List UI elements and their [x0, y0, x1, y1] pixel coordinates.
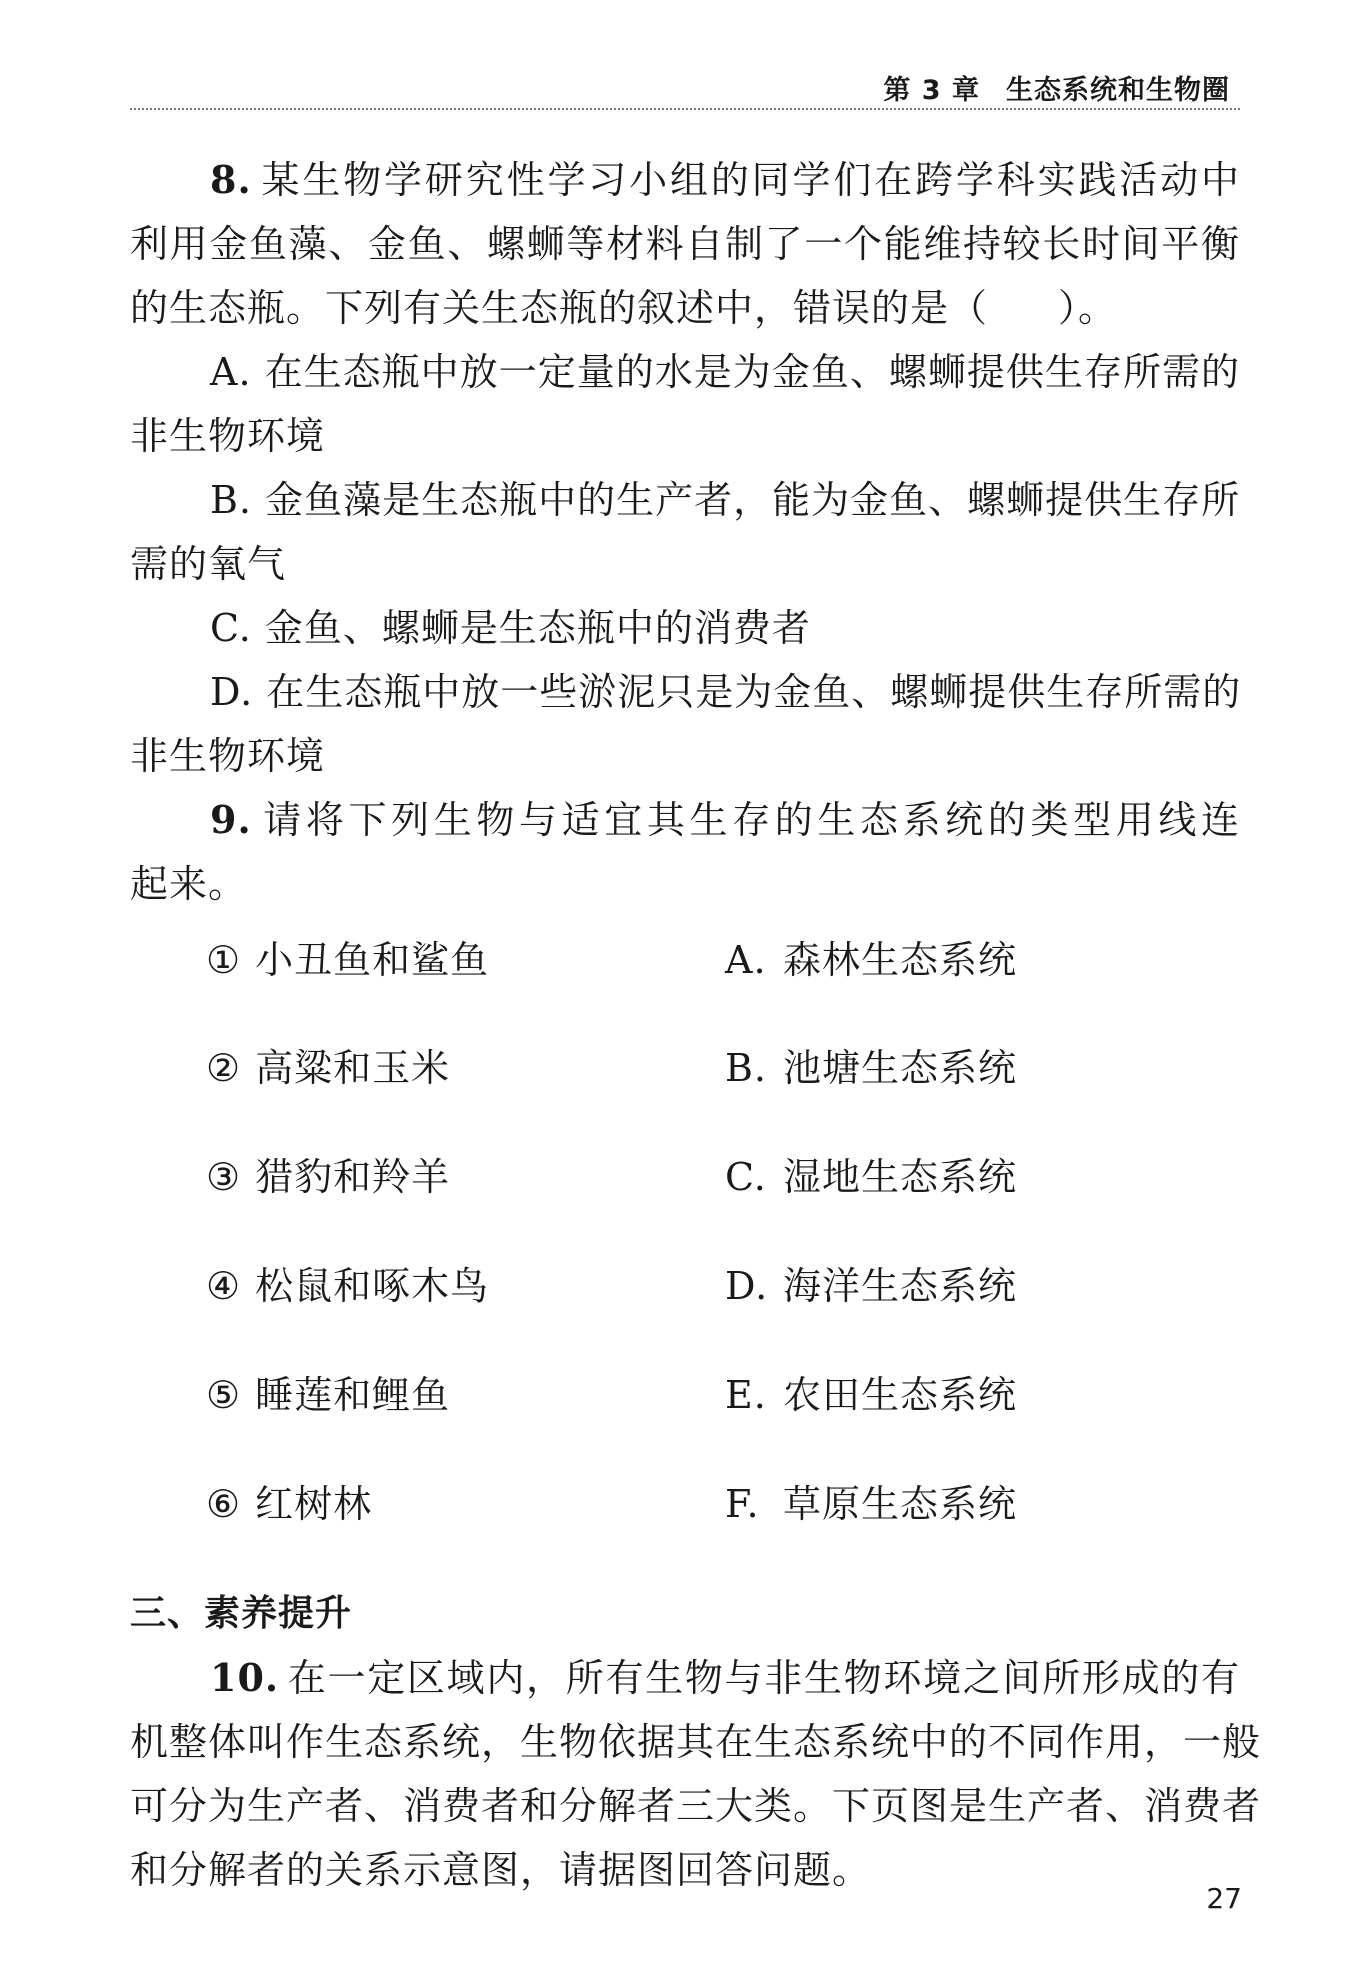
organism-mark-1: ①	[206, 938, 242, 982]
ecosystem-letter-d: D.	[725, 1264, 769, 1308]
organism-item-4[interactable]	[206, 1254, 489, 1318]
organism-item-2[interactable]	[206, 1036, 450, 1100]
organism-label-6: 红树林	[255, 1482, 373, 1526]
organism-label-5: 睡莲和鲤鱼	[255, 1373, 451, 1417]
organism-item-5[interactable]	[206, 1363, 450, 1427]
q8-stem-end: ）。	[1058, 286, 1118, 330]
q9-stem-line-1	[130, 788, 1240, 852]
organism-mark-2: ②	[206, 1046, 242, 1090]
q8-stem-text-1: 某生物学研究性学习小组的同学们在跨学科实践活动中	[259, 158, 1240, 202]
q9-stem-text-1: 请将下列生物与适宜其生存的生态系统的类型用线连	[259, 798, 1240, 842]
organism-mark-6: ⑥	[206, 1482, 242, 1526]
ecosystem-label-c: 湿地生态系统	[783, 1155, 1018, 1199]
organism-label-4: 松鼠和啄木鸟	[255, 1264, 490, 1308]
match-row-4	[130, 1254, 1240, 1318]
organism-mark-5: ⑤	[206, 1373, 242, 1417]
q9-number: 9.	[210, 797, 252, 842]
ecosystem-item-c[interactable]	[725, 1145, 1017, 1209]
ecosystem-letter-f: F.	[725, 1482, 760, 1526]
ecosystem-letter-c: C.	[725, 1155, 767, 1199]
ecosystem-letter-e: E.	[725, 1373, 767, 1417]
match-row-6	[130, 1472, 1240, 1536]
q10-line-3: 可分为生产者、消费者和分解者三大类。下页图是生产者、消费者	[130, 1784, 1262, 1828]
page-number: 27	[1206, 1882, 1242, 1915]
organism-label-3: 猎豹和羚羊	[255, 1155, 451, 1199]
match-row-5	[130, 1363, 1240, 1427]
ecosystem-letter-b: B.	[725, 1046, 768, 1090]
organism-mark-3: ③	[206, 1155, 242, 1199]
q8-stem-text-3: 的生态瓶。下列有关生态瓶的叙述中，错误的是（	[130, 286, 989, 330]
q10-number: 10.	[210, 1655, 280, 1700]
q8-option-a-line-2: 非生物环境	[130, 414, 326, 458]
q8-option-d-line-2: 非生物环境	[130, 734, 326, 778]
ecosystem-item-e[interactable]	[725, 1363, 1017, 1427]
ecosystem-item-f[interactable]	[725, 1472, 1017, 1536]
ecosystem-label-f: 草原生态系统	[783, 1482, 1018, 1526]
ecosystem-item-a[interactable]	[725, 928, 1017, 992]
q10-line-1	[130, 1646, 1240, 1710]
match-row-2	[130, 1036, 1240, 1100]
ecosystem-label-d: 海洋生态系统	[783, 1264, 1018, 1308]
q8-stem-line-1	[130, 148, 1240, 212]
header-chapter-title: 生态系统和生物圈	[1006, 75, 1230, 106]
match-row-3	[130, 1145, 1240, 1209]
q8-option-a-line-1: A. 在生态瓶中放一定量的水是为金鱼、螺蛳提供生存所需的	[210, 350, 1240, 394]
organism-label-1: 小丑鱼和鲨鱼	[255, 938, 490, 982]
organism-label-2: 高粱和玉米	[255, 1046, 451, 1090]
matching-area	[130, 928, 1240, 1582]
question-10	[130, 1646, 1262, 1902]
q9-stem-line-2: 起来。	[130, 862, 248, 906]
q8-option-c: C. 金鱼、螺蛳是生态瓶中的消费者	[210, 606, 811, 650]
q8-stem-line-2: 利用金鱼藻、金鱼、螺蛳等材料自制了一个能维持较长时间平衡	[130, 222, 1240, 266]
ecosystem-label-e: 农田生态系统	[783, 1373, 1018, 1417]
section-title: 三、素养提升	[130, 1593, 353, 1634]
ecosystem-label-a: 森林生态系统	[783, 938, 1018, 982]
q8-option-b-line-2: 需的氧气	[130, 542, 287, 586]
header-chapter: 第 3 章	[883, 75, 980, 106]
q8-stem-line-3	[130, 276, 1240, 340]
q8-option-b-line-1: B. 金鱼藻是生态瓶中的生产者，能为金鱼、螺蛳提供生存所	[210, 478, 1241, 522]
q10-line-2: 机整体叫作生态系统，生物依据其在生态系统中的不同作用，一般	[130, 1720, 1262, 1764]
ecosystem-letter-a: A.	[725, 938, 767, 982]
header-text	[883, 68, 1230, 107]
q8-option-d-line-1: D. 在生态瓶中放一些淤泥只是为金鱼、螺蛳提供生存所需的	[210, 670, 1242, 714]
match-row-1	[130, 928, 1240, 992]
ecosystem-item-b[interactable]	[725, 1036, 1017, 1100]
question-8	[130, 148, 1240, 788]
ecosystem-label-b: 池塘生态系统	[783, 1046, 1018, 1090]
organism-mark-4: ④	[206, 1264, 242, 1308]
organism-item-1[interactable]	[206, 928, 489, 992]
organism-item-3[interactable]	[206, 1145, 450, 1209]
q10-text-1: 在一定区域内，所有生物与非生物环境之间所形成的有	[287, 1656, 1240, 1700]
page-content	[130, 148, 1262, 1902]
q10-line-4: 和分解者的关系示意图，请据图回答问题。	[130, 1848, 872, 1892]
organism-item-6[interactable]	[206, 1472, 372, 1536]
running-header	[130, 62, 1240, 110]
ecosystem-item-d[interactable]	[725, 1254, 1017, 1318]
question-9	[130, 788, 1240, 1582]
q8-number: 8.	[210, 157, 252, 202]
